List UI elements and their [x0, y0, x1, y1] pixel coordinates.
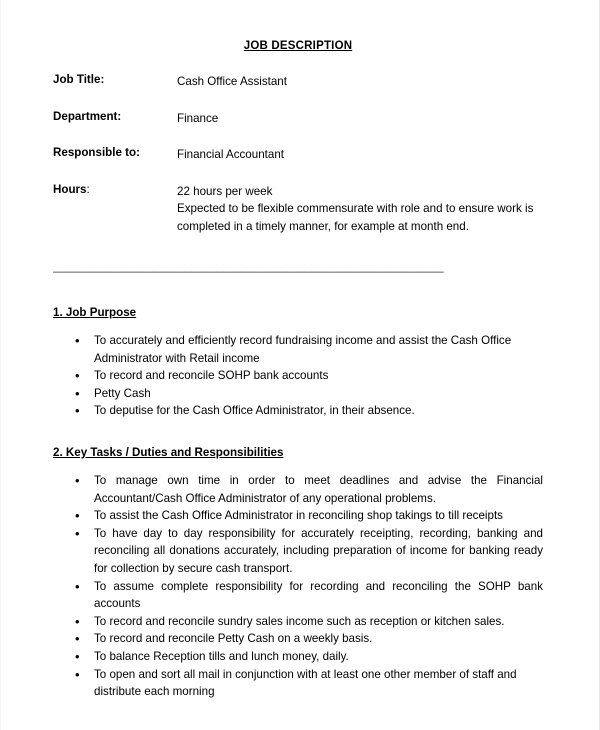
list-item — [53, 507, 543, 525]
meta-row-hours — [53, 183, 543, 236]
section-heading-job-purpose — [53, 306, 543, 319]
bullet-icon: • — [75, 508, 80, 524]
bullet-icon: • — [75, 613, 80, 629]
bullet-icon: • — [75, 472, 80, 488]
list-item — [53, 402, 543, 420]
list-item — [53, 385, 543, 403]
list-item — [53, 367, 543, 385]
meta-label-job-title: Job Title: — [53, 73, 105, 86]
bullet-icon: • — [75, 368, 80, 384]
bullet-list-job-purpose — [53, 332, 543, 420]
meta-value-line: Cash Office Assistant — [177, 75, 287, 88]
bullet-icon: • — [75, 385, 80, 401]
bullet-icon: • — [75, 403, 80, 419]
meta-value-hours — [177, 183, 543, 236]
bullet-icon: • — [75, 666, 80, 682]
list-item — [53, 613, 543, 631]
list-item-text: To record and reconcile Petty Cash on a weekly basis. — [94, 632, 373, 646]
job-meta-table — [53, 73, 543, 235]
meta-label-responsible-to: Responsible to: — [53, 146, 140, 159]
list-item-text: To balance Reception tills and lunch money, daily. — [94, 649, 349, 663]
section-heading-text: 2. Key Tasks / Duties and Responsibilities — [53, 445, 284, 459]
meta-label-hours-word: Hours — [53, 182, 87, 196]
meta-row-job-title — [53, 73, 543, 110]
list-item-text: To deputise for the Cash Office Administrator, in their absence. — [94, 404, 415, 418]
bullet-icon: • — [75, 578, 80, 594]
list-item — [53, 648, 543, 666]
meta-label-hours-colon: : — [86, 182, 90, 196]
list-item-text: To record and reconcile sundry sales income such as reception or kitchen sales. — [94, 614, 505, 628]
meta-value-line: Expected to be flexible commensurate with role and to ensure work is completed in a timely manner, for example at month end. — [177, 202, 534, 233]
meta-value-job-title — [177, 73, 543, 110]
list-item — [53, 472, 543, 507]
list-item-text: To accurately and efficiently record fundraising income and assist the Cash Office Administrator with Retail income — [94, 334, 512, 365]
page-title-text: JOB DESCRIPTION — [243, 40, 353, 52]
list-item-text: To have day to day responsibility for accurately receipting, recording, banking and reconciling all donations accurately, including preparation of income for banking ready for collection by secure cash transport. — [94, 526, 543, 575]
bullet-icon: • — [75, 631, 80, 647]
meta-value-line: 22 hours per week — [177, 184, 273, 198]
meta-label-department: Department: — [53, 109, 122, 123]
meta-value-department — [177, 110, 543, 147]
list-item-text: To manage own time in order to meet deadlines and advise the Financial Accountant/Cash Office Administrator of any operational problems. — [94, 473, 543, 505]
bullet-list-key-tasks — [53, 472, 543, 701]
list-item — [53, 630, 543, 648]
page-title — [53, 40, 543, 52]
horizontal-divider: ______________________________________________________________ — [53, 263, 444, 273]
list-item-text: To assume complete responsibility for recording and reconciling the SOHP bank accounts — [94, 579, 543, 611]
bullet-icon: • — [75, 333, 80, 348]
meta-value-line: Finance — [177, 111, 219, 125]
list-item — [53, 578, 543, 613]
section-key-tasks — [53, 446, 543, 701]
section-job-purpose — [53, 306, 543, 420]
section-heading-text: 1. Job Purpose — [53, 306, 137, 319]
list-item — [53, 666, 543, 701]
list-item-text: Petty Cash — [94, 386, 151, 400]
section-heading-key-tasks — [53, 446, 543, 459]
meta-label-hours — [53, 183, 177, 236]
list-item-text: To assist the Cash Office Administrator in reconciling shop takings to till receipts — [94, 509, 503, 523]
meta-row-department — [53, 110, 543, 147]
meta-value-line: Financial Accountant — [177, 148, 284, 161]
bullet-icon: • — [75, 525, 80, 541]
list-item-text: To open and sort all mail in conjunction with at least one other member of staff and distribute each morning — [94, 667, 517, 699]
bullet-icon: • — [75, 648, 80, 664]
list-item — [53, 332, 543, 367]
meta-row-responsible-to — [53, 146, 543, 183]
list-item-text: To record and reconcile SOHP bank accounts — [94, 369, 329, 383]
document-content — [53, 0, 543, 701]
meta-value-responsible-to — [177, 146, 543, 183]
list-item — [53, 525, 543, 578]
